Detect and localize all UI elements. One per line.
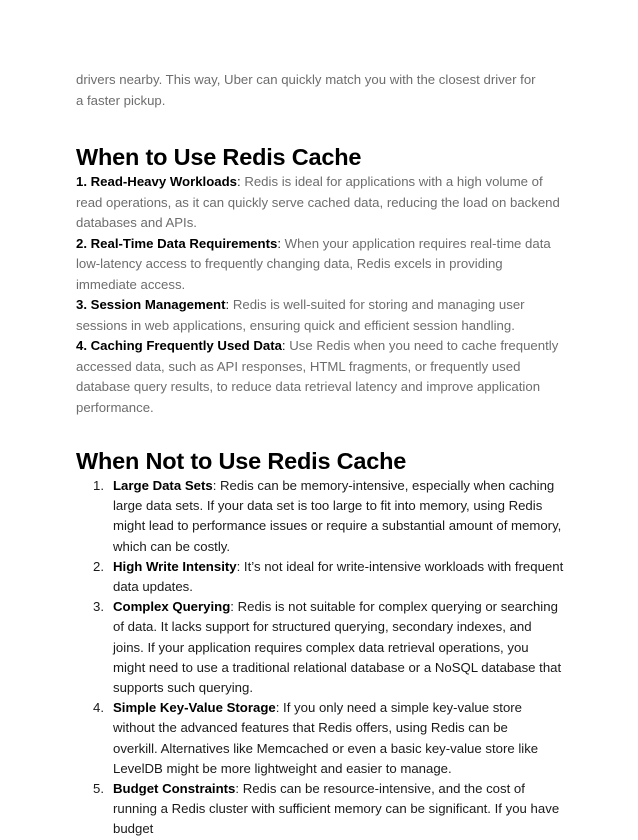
item-text: Use Redis when you need to cache frequently accessed data, such as API responses, HTML fragments, or frequently used database query results, to reduce data retrieval latency and improve application performance. [76,338,559,415]
item-text: Redis can be memory-intensive, especially when caching large data sets. If your data set is too large to fit into memory, using Redis might lead to performance issues or require a substantial amount of memory, which can be costly. [113,478,562,554]
item-title: 3. Session Management [76,297,226,312]
list-item: 4. Caching Frequently Used Data: Use Redis when you need to cache frequently accessed data, such as API responses, HTML fragments, or frequently used database query results, to reduce data retrieval latency and improve application performance. [76,338,559,415]
item-number: 3. [93,599,104,615]
heading-when-to-use: When to Use Redis Cache [76,144,362,170]
item-text: Redis is not suitable for complex querying or searching of data. It lacks support for structured querying, secondary indexes, and joins. If your application requires complex data retrieval operations, you might need to use a traditional relational database or a NoSQL database that supports such querying. [113,599,562,696]
item-title: 2. Real-Time Data Requirements [76,235,278,251]
item-text: Redis is well-suited for storing and managing user sessions in web applications, ensuring quick and efficient session handling. [76,297,525,333]
list-item: 2. High Write Intensity: It’s not ideal for write-intensive workloads with frequent data updates. [93,558,564,595]
item-title: Simple Key-Value Storage [113,700,276,716]
when-not-to-use-list [76,476,566,840]
heading-when-not-to-use: When Not to Use Redis Cache [76,448,407,474]
item-title: Budget Constraints [113,781,236,797]
item-text: If you only need a simple key-value store without the advanced features that Redis offers, using Redis can be overkill. Alternatives like Memcached or even a basic key-value store like LevelDB might be more lightweight and easier to manage. [113,700,539,776]
list-item: 5. Budget Constraints: Redis can be resource-intensive, and the cost of running a Redis cluster with sufficient memory can be significant. If you have budget [93,781,560,837]
item-number: 2. [93,558,104,574]
list-item: 4. Simple Key-Value Storage: If you only need a simple key-value store without the advanced features that Redis offers, using Redis can be overkill. Alternatives like Memcached or even a basic key-value store like LevelDB might be more lightweight and easier to manage. [93,700,539,776]
item-title: 4. Caching Frequently Used Data [76,338,282,353]
list-item: 1. Read-Heavy Workloads: Redis is ideal for applications with a high volume of read operations, as it can quickly serve cached data, reducing the load on backend databases and APIs. [76,174,560,230]
item-text: Redis is ideal for applications with a high volume of read operations, as it can quickly serve cached data, reducing the load on backend databases and APIs. [76,174,560,230]
when-to-use-list [76,172,566,418]
item-number: 5. [93,781,104,797]
item-text: It’s not ideal for write-intensive workloads with frequent data updates. [113,558,564,595]
item-title: 1. Read-Heavy Workloads [76,174,237,189]
item-title: Complex Querying [113,599,231,615]
list-item: 1. Large Data Sets: Redis can be memory-intensive, especially when caching large data sets. If your data set is too large to fit into memory, using Redis might lead to performance issues or require a substantial amount of memory, which can be costly. [93,478,562,554]
item-text: When your application requires real-time data low-latency access to frequently changing data, Redis excels in providing immediate access. [76,235,551,292]
list-item: 3. Session Management: Redis is well-suited for storing and managing user sessions in web applications, ensuring quick and efficient session handling. [76,297,525,333]
item-number: 1. [93,478,104,493]
item-title: High Write Intensity [113,558,237,574]
intro-paragraph: drivers nearby. This way, Uber can quickly match you with the closest driver for a faster pickup. [76,72,536,108]
list-item: 2. Real-Time Data Requirements: When your application requires real-time data low-latency access to frequently changing data, Redis excels in providing immediate access. [76,235,551,292]
item-text: Redis can be resource-intensive, and the cost of running a Redis cluster with sufficient memory can be significant. If you have budget [113,781,560,837]
document-page [76,70,566,840]
list-item: 3. Complex Querying: Redis is not suitable for complex querying or searching of data. It lacks support for structured querying, secondary indexes, and joins. If your application requires complex data retrieval operations, you might need to use a traditional relational database or a NoSQL database that supports such querying. [93,599,562,696]
item-number: 4. [93,700,104,716]
item-title: Large Data Sets [113,478,213,493]
